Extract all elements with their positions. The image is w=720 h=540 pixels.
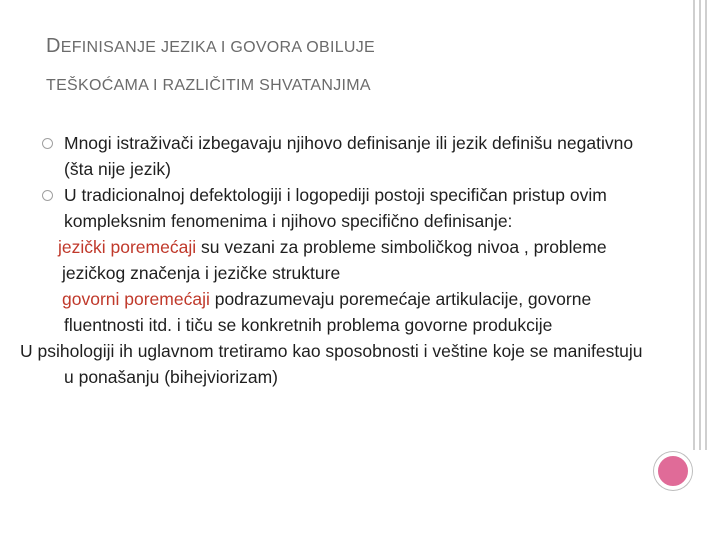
title-line-2: TEŠKOĆAMA I RAZLIČITIM SHVATANJIMA — [46, 77, 371, 94]
highlight-term: govorni poremećaji — [62, 289, 210, 309]
decorative-stripe — [699, 0, 701, 450]
title-initial: D — [46, 35, 61, 57]
decorative-stripe — [705, 0, 707, 450]
closing-paragraph — [20, 338, 650, 390]
sub-paragraph-speech-disorders — [20, 286, 650, 338]
highlight-term: jezički poremećaji — [58, 237, 197, 257]
decorative-circle — [654, 452, 692, 490]
bullet-item — [20, 182, 650, 234]
hollow-circle-bullet-icon — [42, 190, 53, 201]
bullet-text: U tradicionalnoj defektologiji i logopediji postoji specifičan pristup ovim kompleksnim fenomenima i njihovo specifično definisanje: — [64, 185, 607, 231]
bullet-item — [20, 130, 650, 182]
hollow-circle-bullet-icon — [42, 138, 53, 149]
decorative-stripe — [693, 0, 695, 450]
slide-title — [46, 36, 646, 94]
sub-text: su vezani za probleme simboličkog nivoa , probleme jezičkog značenja i jezičke strukture — [62, 237, 607, 283]
bullet-text: Mnogi istraživači izbegavaju njihovo definisanje ili jezik definišu negativno (šta nije jezik) — [64, 133, 634, 179]
sub-paragraph-language-disorders — [20, 234, 650, 286]
closing-text: U psihologiji ih uglavnom tretiramo kao sposobnosti i veštine koje se manifestuju u ponašanju (bihejviorizam) — [20, 341, 643, 387]
title-line-1-text: EFINISANJE JEZIKA I GOVORA OBILUJE — [60, 39, 376, 56]
slide-content — [20, 130, 650, 390]
title-line-1 — [46, 36, 646, 56]
sub-text: podrazumevaju poremećaje artikulacije, govorne fluentnosti itd. i tiču se konkretnih problema govorne produkcije — [64, 289, 592, 335]
